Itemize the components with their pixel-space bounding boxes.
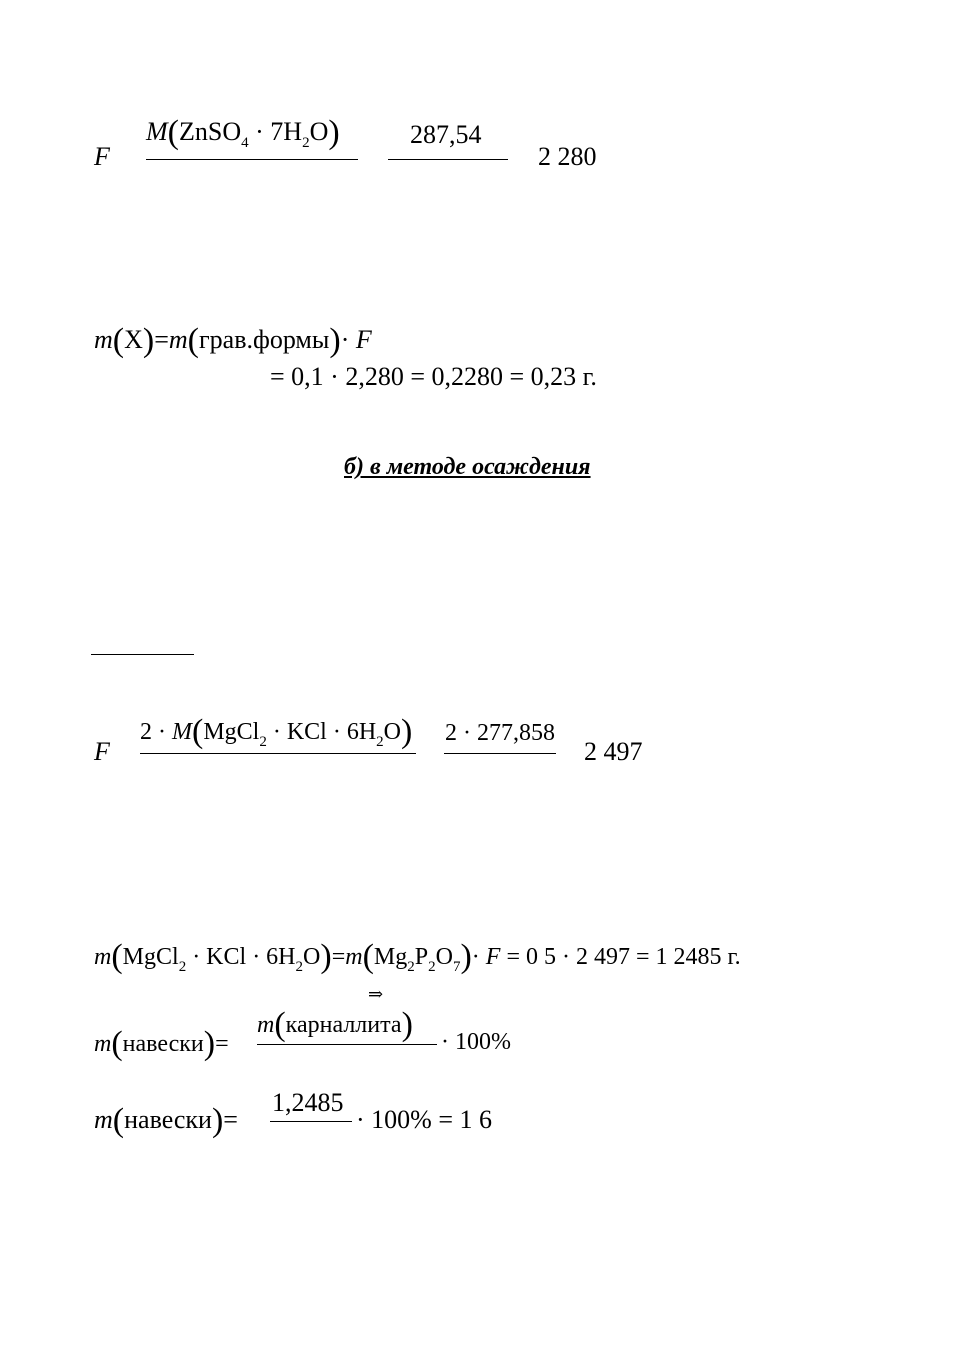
- eq2-dot: ·: [340, 325, 350, 354]
- eq4-dot: ·: [471, 944, 480, 970]
- eq1-formula-part: · 7H: [255, 117, 303, 146]
- eq6-tail: · 100% = 1 6: [356, 1105, 492, 1134]
- eq1-molar-mass-symbol: M: [146, 117, 168, 146]
- eq4-subscript: 2: [295, 959, 304, 975]
- eq3-formula-part: · KCl · 6H: [272, 719, 377, 745]
- eq3-result: 2 497: [584, 737, 643, 766]
- eq1-F: F: [94, 142, 110, 171]
- eq2-x: X: [124, 325, 143, 354]
- eq4-formula-part: P: [414, 944, 429, 970]
- eq6-equals: =: [223, 1105, 238, 1134]
- eq3-formula-part: MgCl: [203, 719, 260, 745]
- eq6-lhs: m(навески)=: [94, 1102, 238, 1139]
- eq4-subscript: 7: [452, 959, 461, 975]
- eq3-numerator: 2 · M(MgCl$_2$ · KCl · $6H_2O$): [140, 713, 413, 750]
- eq4-formula-part: · KCl · 6H: [192, 944, 296, 970]
- eq3-fraction-bar-2: [444, 753, 556, 754]
- eq2-F: F: [355, 325, 372, 354]
- implies-arrow-icon: ⇒: [368, 984, 384, 1004]
- eq4-line: m(MgCl$_2$ · KCl · $6H_2O)=m(Mg_2P_2O_7)\cdot F = 0$ 5 · 2 497 = 1 2485 г.: [94, 938, 741, 975]
- eq3-value: 2 · 277,858: [445, 720, 555, 746]
- eq4-formula-part: MgCl: [122, 944, 179, 970]
- eq2-grav-form: грав.формы: [199, 325, 330, 354]
- eq1-formula-part: O: [309, 117, 329, 146]
- eq4-formula-part: Mg: [373, 944, 408, 970]
- eq6-fraction-bar: [270, 1121, 352, 1122]
- eq4-formula-part: O: [303, 944, 321, 970]
- eq1-numerator: M(ZnSO$_4$ · $7H_2O$): [146, 114, 340, 151]
- eq5-sample-label: навески: [122, 1031, 204, 1057]
- eq5-mass-symbol: m: [257, 1012, 275, 1038]
- eq4-subscript: 2: [407, 959, 415, 975]
- eq2-mass-symbol: m: [168, 325, 188, 354]
- eq6-sample-label: навески: [124, 1105, 212, 1134]
- eq3-F: F: [94, 737, 110, 766]
- eq1-subscript: 2: [302, 135, 310, 151]
- short-rule: [91, 654, 194, 655]
- eq4-F: F: [485, 944, 501, 970]
- eq4-mass-symbol: m: [94, 944, 112, 970]
- eq1-formula-part: ZnSO: [179, 117, 242, 146]
- eq1-value: 287,54: [410, 120, 482, 149]
- eq4-mass-symbol: m: [345, 944, 363, 970]
- eq2-equals: =: [154, 325, 169, 354]
- eq3-formula-part: O: [383, 719, 402, 745]
- eq6-mass-symbol: m: [94, 1105, 113, 1134]
- eq3-prefix: 2 ·: [140, 719, 166, 745]
- eq5-carnallite-label: карналлита: [285, 1012, 402, 1038]
- section-heading: б) в методе осаждения: [344, 454, 591, 480]
- eq1-fraction-bar-2: [388, 159, 508, 160]
- eq2-line1: m(X)=m(грав.формы)· F: [94, 322, 372, 359]
- eq5-fraction-bar: [257, 1044, 437, 1045]
- eq1-result: 2 280: [538, 142, 597, 171]
- eq3-subscript: 2: [376, 734, 384, 750]
- eq3-subscript: 2: [259, 734, 267, 750]
- eq4-equals: =: [331, 944, 346, 970]
- eq4-subscript: 2: [428, 959, 436, 975]
- eq5-numerator: m(карналлита): [257, 1006, 413, 1043]
- eq1-fraction-bar: [146, 159, 358, 160]
- eq5-tail: · 100%: [441, 1029, 511, 1055]
- eq2-line2: = 0,1 · 2,280 = 0,2280 = 0,23 г.: [270, 362, 597, 391]
- eq5-lhs: m(навески)=: [94, 1025, 229, 1062]
- eq2-mass-symbol: m: [94, 325, 113, 354]
- eq4-tail: = 0 5 · 2 497 = 1 2485 г.: [506, 944, 741, 970]
- eq3-fraction-bar: [140, 753, 416, 754]
- eq1-subscript: 4: [241, 135, 249, 151]
- eq4-subscript: 2: [178, 959, 187, 975]
- eq5-mass-symbol: m: [94, 1031, 112, 1057]
- eq6-numerator: 1,2485: [272, 1088, 344, 1117]
- eq4-formula-part: O: [435, 944, 453, 970]
- eq5-equals: =: [215, 1031, 229, 1057]
- eq3-molar-mass-symbol: M: [172, 719, 192, 745]
